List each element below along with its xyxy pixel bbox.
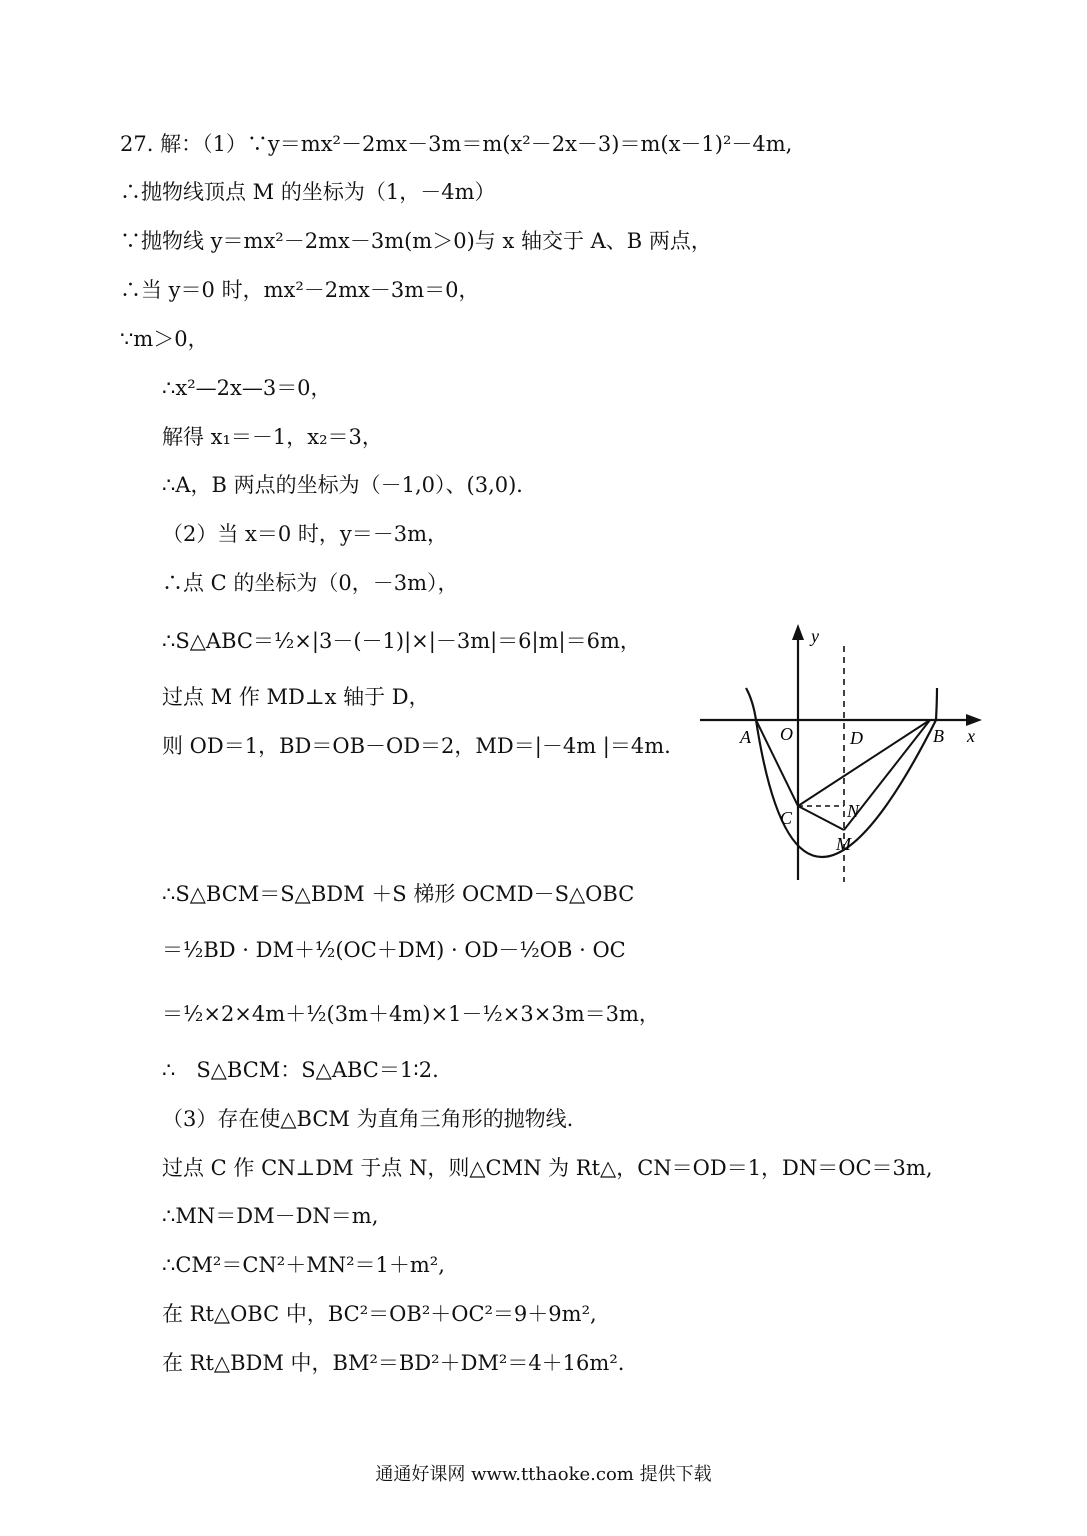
solution-line-16: ＝½×2×4m＋½(3m＋4m)×1－½×3×3m＝3m， (162, 1002, 660, 1026)
label-n: N (847, 801, 860, 821)
solution-line-6: ∴x²—2x—3＝0， (162, 376, 332, 400)
label-d: D (850, 728, 863, 748)
solution-line-17: ∴ S△BCM：S△ABC＝1∶2. (162, 1058, 439, 1082)
solution-line-8: ∴A，B 两点的坐标为（－1,0）、(3,0)． (162, 473, 538, 497)
segment-bc (798, 720, 930, 806)
solution-line-23: 在 Rt△BDM 中，BM²＝BD²＋DM²＝4＋16m². (162, 1351, 625, 1375)
solution-line-4: ∴当 y＝0 时，mx²－2mx－3m＝0， (120, 278, 480, 302)
solution-line-10: ∴点 C 的坐标为（0，－3m）， (162, 571, 459, 595)
segment-cm (798, 806, 844, 830)
solution-line-20: ∴MN＝DM－DN＝m, (162, 1204, 379, 1228)
solution-line-13: 则 OD＝1，BD＝OB－OD＝2，MD＝|－4m |＝4m. (162, 734, 671, 758)
solution-line-12: 过点 M 作 MD⊥x 轴于 D， (162, 685, 430, 709)
solution-line-15: ＝½BD · DM＋½(OC＋DM) · OD－½OB · OC (162, 938, 626, 962)
parabola-figure (690, 618, 990, 888)
solution-line-1: 27. 解：（1）∵y＝mx²－2mx－3m＝m(x²－2x－3)＝m(x－1)²－4m, (120, 132, 793, 156)
solution-line-19: 过点 C 作 CN⊥DM 于点 N，则△CMN 为 Rt△，CN＝OD＝1，DN＝OC＝3m, (162, 1156, 933, 1180)
parabola-curve (746, 688, 937, 857)
solution-line-18: （3）存在使△BCM 为直角三角形的抛物线. (162, 1107, 574, 1131)
solution-line-2: ∴抛物线顶点 M 的坐标为（1，－4m） (120, 180, 496, 204)
label-b: B (933, 726, 944, 746)
x-axis-arrow (966, 714, 982, 726)
label-x: x (967, 726, 975, 746)
solution-line-3: ∵抛物线 y＝mx²－2mx－3m(m＞0)与 x 轴交于 A、B 两点， (120, 229, 712, 253)
label-y: y (811, 626, 819, 646)
footer-source: 通通好课网 www.tthaoke.com 提供下载 (375, 1464, 712, 1485)
y-axis-arrow (792, 624, 804, 640)
solution-line-21: ∴CM²＝CN²＋MN²＝1＋m², (162, 1253, 445, 1277)
solution-line-7: 解得 x₁＝－1，x₂＝3， (162, 425, 383, 449)
solution-line-5: ∵m＞0， (120, 327, 209, 351)
solution-line-22: 在 Rt△OBC 中，BC²＝OB²＋OC²＝9＋9m², (162, 1302, 597, 1326)
label-o: O (780, 724, 793, 744)
solution-line-14: ∴S△BCM＝S△BDM ＋S 梯形 OCMD－S△OBC (162, 882, 635, 906)
label-m: M (836, 834, 851, 854)
label-a: A (740, 727, 751, 747)
label-c: C (780, 808, 793, 828)
solution-line-11: ∴S△ABC＝½×|3－(－1)|×|－3m|＝6|m|＝6m， (162, 629, 641, 653)
solution-line-9: （2）当 x＝0 时，y＝－3m， (162, 522, 449, 546)
